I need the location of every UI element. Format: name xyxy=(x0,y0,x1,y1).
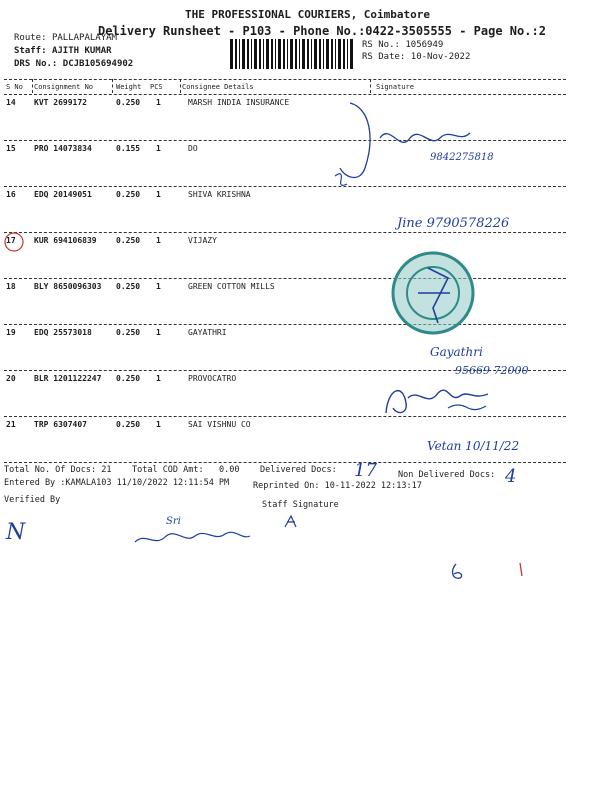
row-consignee: SAI VISHNU CO xyxy=(188,420,251,429)
barcode-bar xyxy=(251,39,252,69)
non-delivered-count: 4 xyxy=(505,466,517,487)
drs-label: DRS No.: xyxy=(14,59,58,69)
row-consignee: DO xyxy=(188,144,198,153)
row-sno: 15 xyxy=(6,144,16,153)
barcode-bar xyxy=(290,39,293,69)
row-consignee: SHIVA KRISHNA xyxy=(188,190,251,199)
sig-19-phone: 95669 72000 xyxy=(455,364,529,377)
col-weight: Weight xyxy=(116,83,142,91)
barcode-bar xyxy=(254,39,257,69)
route-label: Route: xyxy=(14,33,47,43)
barcode-bar xyxy=(338,39,341,69)
row-consignment: KUR 694106839 xyxy=(34,236,97,245)
runsheet-title: Delivery Runsheet - P103 - Phone No.:0422-3505555 - Page No.:2 xyxy=(98,24,546,38)
col-consignee: Consignee Details xyxy=(182,83,254,91)
barcode-bar xyxy=(283,39,285,69)
company-title: THE PROFESSIONAL COURIERS, Coimbatore xyxy=(185,8,431,21)
rs-no-value: 1056949 xyxy=(405,40,444,50)
row-consignee: MARSH INDIA INSURANCE xyxy=(188,98,290,107)
row-pcs: 1 xyxy=(156,190,161,199)
staff-line xyxy=(14,46,112,56)
col-divider xyxy=(112,79,113,93)
barcode-bar xyxy=(287,39,288,69)
cod-value: 0.00 xyxy=(219,465,240,475)
barcode-bar xyxy=(230,39,233,69)
circle-mark-17 xyxy=(2,230,26,254)
barcode-bar xyxy=(350,39,353,69)
barcode-bar xyxy=(235,39,237,69)
signature-14-15 xyxy=(330,98,580,198)
row-pcs: 1 xyxy=(156,236,161,245)
row-consignment: BLR 1201122247 xyxy=(34,374,102,383)
rs-no-line xyxy=(362,40,443,50)
staff-value: AJITH KUMAR xyxy=(51,46,112,56)
row-sno: 17 xyxy=(6,236,16,245)
row-consignee: PROVOCATRO xyxy=(188,374,237,383)
rs-no-label: RS No.: xyxy=(362,40,400,50)
barcode-bar xyxy=(259,39,261,69)
row-consignment: EDQ 25573018 xyxy=(34,328,92,337)
signature-21 xyxy=(425,432,545,472)
barcode-bar xyxy=(295,39,297,69)
staff-label: Staff: xyxy=(14,46,47,56)
row-weight: 0.250 xyxy=(116,282,141,291)
row-pcs: 1 xyxy=(156,282,161,291)
row-pcs: 1 xyxy=(156,328,161,337)
col-divider xyxy=(32,79,33,93)
row-sno: 20 xyxy=(6,374,16,383)
row-consignment: BLY 8650096303 xyxy=(34,282,102,291)
drs-value: DCJB105694902 xyxy=(62,59,134,69)
sig-19-text: Gayathri xyxy=(430,345,483,359)
row-sno: 16 xyxy=(6,190,16,199)
row-weight: 0.250 xyxy=(116,328,141,337)
stray-marks xyxy=(448,560,528,585)
row-consignment: EDQ 20149051 xyxy=(34,190,92,199)
signature-19 xyxy=(425,340,575,380)
col-pcs: PCS xyxy=(150,83,163,91)
row-consignee: GAYATHRI xyxy=(188,328,227,337)
sig-21-text: Vetan 10/11/22 xyxy=(427,439,520,453)
barcode-bar xyxy=(263,39,264,69)
barcode-bar xyxy=(242,39,245,69)
delivered-label: Delivered Docs: xyxy=(259,465,337,475)
barcode-bar xyxy=(319,39,321,69)
sig-15-phone: 9842275818 xyxy=(430,152,494,163)
barcode-image xyxy=(230,39,355,69)
sig-16-text: Jine 9790578226 xyxy=(397,216,510,231)
row-weight: 0.250 xyxy=(116,374,141,383)
row-weight: 0.250 xyxy=(116,98,141,107)
delivered-count: 17 xyxy=(354,460,377,481)
barcode-bar xyxy=(302,39,305,69)
barcode-bar xyxy=(271,39,273,69)
col-consignment: Consignment No xyxy=(34,83,94,91)
col-divider xyxy=(370,79,371,93)
staff-initial-mark xyxy=(282,513,300,531)
row-sno: 18 xyxy=(6,282,16,291)
row-pcs: 1 xyxy=(156,420,161,429)
row-pcs: 1 xyxy=(156,144,161,153)
total-docs-value: 21 xyxy=(101,465,112,475)
route-value: PALLAPALAYAM xyxy=(51,33,117,43)
table-row xyxy=(4,232,566,279)
signature-16 xyxy=(395,205,565,235)
barcode-bar xyxy=(323,39,324,69)
barcode-bar xyxy=(278,39,281,69)
barcode-bar xyxy=(314,39,317,69)
rs-date-label: RS Date: xyxy=(362,52,406,62)
row-weight: 0.250 xyxy=(116,236,141,245)
barcode-bar xyxy=(343,39,345,69)
cod-label: Total COD Amt: xyxy=(131,465,204,475)
barcode-bar xyxy=(347,39,348,69)
row-consignment: KVT 2699172 xyxy=(34,98,87,107)
drs-line xyxy=(14,59,133,69)
row-consignee: GREEN COTTON MILLS xyxy=(188,282,275,291)
totals-line xyxy=(4,465,337,475)
col-divider xyxy=(180,79,181,93)
staff-signature-scrawl xyxy=(130,512,260,552)
row-sno: 19 xyxy=(6,328,16,337)
staff-sig-text: Sri xyxy=(166,516,181,527)
col-signature: Signature xyxy=(376,83,414,91)
row-weight: 0.250 xyxy=(116,190,141,199)
row-consignee: VIJAZY xyxy=(188,236,217,245)
barcode-bar xyxy=(307,39,309,69)
barcode-bar xyxy=(247,39,249,69)
row-pcs: 1 xyxy=(156,98,161,107)
barcode-bar xyxy=(311,39,312,69)
table-row xyxy=(4,278,566,325)
barcode-bar xyxy=(266,39,269,69)
rs-date-value: 10-Nov-2022 xyxy=(410,52,471,62)
signature-20 xyxy=(378,378,498,423)
row-weight: 0.155 xyxy=(116,144,141,153)
entered-by: Entered By :KAMALA103 11/10/2022 12:11:54 PM xyxy=(4,478,230,488)
row-consignment: TRP 6307407 xyxy=(34,420,87,429)
company-stamp xyxy=(388,248,478,338)
barcode-bar xyxy=(331,39,333,69)
barcode-bar xyxy=(275,39,276,69)
row-sno: 14 xyxy=(6,98,16,107)
row-pcs: 1 xyxy=(156,374,161,383)
row-sno: 21 xyxy=(6,420,16,429)
row-weight: 0.250 xyxy=(116,420,141,429)
non-delivered-label: Non Delivered Docs: xyxy=(398,470,496,480)
barcode-bar xyxy=(335,39,336,69)
reprinted-on: Reprinted On: 10-11-2022 12:13:17 xyxy=(253,481,422,491)
verified-mark: N xyxy=(6,520,26,545)
barcode-bar xyxy=(326,39,329,69)
row-consignment: PRO 14073834 xyxy=(34,144,92,153)
rs-date-line xyxy=(362,52,470,62)
total-docs-label: Total No. Of Docs: xyxy=(4,465,97,475)
table-header xyxy=(4,79,566,95)
barcode-bar xyxy=(239,39,240,69)
verified-by-label: Verified By xyxy=(4,495,61,505)
staff-signature-label: Staff Signature xyxy=(262,500,339,510)
barcode-bar xyxy=(299,39,300,69)
route-line xyxy=(14,33,117,43)
col-sno: S No xyxy=(6,83,23,91)
